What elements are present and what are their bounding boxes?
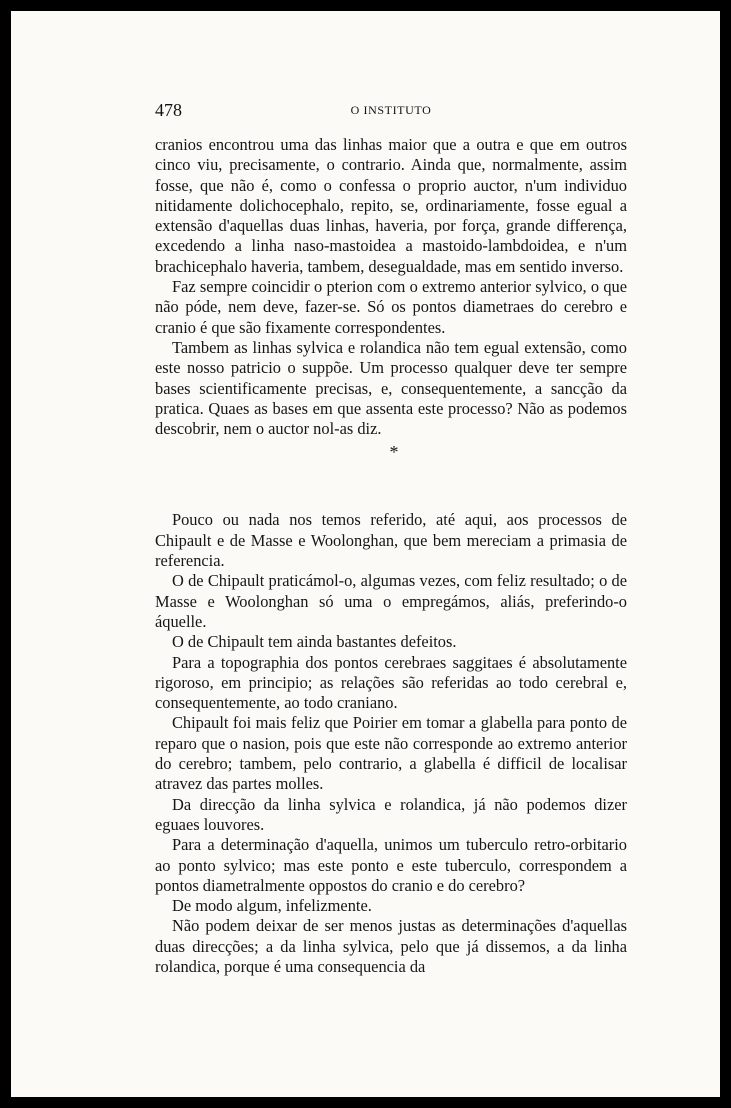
paragraph: cranios encontrou uma das linhas maior que a outra e que em outros cinco viu, precisamente, o contrario. Ainda que, normalmente, assim fosse, que não é, como o confessa o proprio auctor, n'um individuo nitidamente dolichocephalo, repito, se, ordinariamente, fosse egual a extensão d'aquellas duas linhas, haveria, por força, grande differença, excedendo a linha naso-mastoidea a mastoido-lambdoidea, e n'um brachicephalo haveria, tambem, desegualdade, mas em sentido inverso. [155,135,627,276]
body-text [155,135,627,977]
paragraph: Da direcção da linha sylvica e rolandica, já não podemos dizer eguaes louvores. [155,794,627,834]
paragraph: Chipault foi mais feliz que Poirier em tomar a glabella para ponto de reparo que o nasion, pois que este não corresponde ao extremo anterior do cerebro; tambem, pelo contrario, a glabella é difficil de localisar atravez das partes molles. [155,713,627,794]
running-title: O INSTITUTO [350,103,432,117]
paragraph: O de Chipault tem ainda bastantes defeitos. [172,632,457,652]
section-gap [155,482,627,510]
book-page [11,11,720,1097]
paragraph: De modo algum, infelizmente. [172,896,372,916]
paragraph: Faz sempre coincidir o pterion com o extremo anterior sylvico, o que não póde, nem deve, fazer-se. Só os pontos diametraes do cerebro e cranio é que são fixamente correspondentes. [155,277,627,337]
paragraph: O de Chipault praticámol-o, algumas vezes, com feliz resultado; o de Masse e Woolonghan só uma o empregámos, aliás, preferindo-o áquelle. [155,571,627,631]
page-number: 478 [155,100,182,120]
paragraph: Para a determinação d'aquella, unimos um tuberculo retro-orbitario ao ponto sylvico; mas este ponto e este tuberculo, correspondem a pontos diametralmente oppostos do cranio e do cerebro? [155,835,627,895]
paragraph: Não podem deixar de ser menos justas as determinações d'aquellas duas direcções; a da linha sylvica, pelo que já dissemos, a da linha rolandica, porque é uma consequencia da [155,916,627,976]
section-separator: * [389,442,399,463]
paragraph: Pouco ou nada nos temos referido, até aqui, aos processos de Chipault e de Masse e Woolonghan, que bem mereciam a primasia de referencia. [155,510,627,571]
paragraph: Tambem as linhas sylvica e rolandica não tem egual extensão, como este nosso patricio o suppõe. Um processo qualquer deve ter sempre bases scientificamente precisas, e, consequentemente, a sancção da pratica. Quaes as bases em que assenta este processo? Não as podemos descobrir, nem o auctor nol-as diz. [155,337,627,439]
page-header [155,100,627,124]
paragraph: Para a topographia dos pontos cerebraes saggitaes é absolutamente rigoroso, em principio; as relações são referidas ao todo cerebral e, consequentemente, ao todo craniano. [155,652,627,713]
